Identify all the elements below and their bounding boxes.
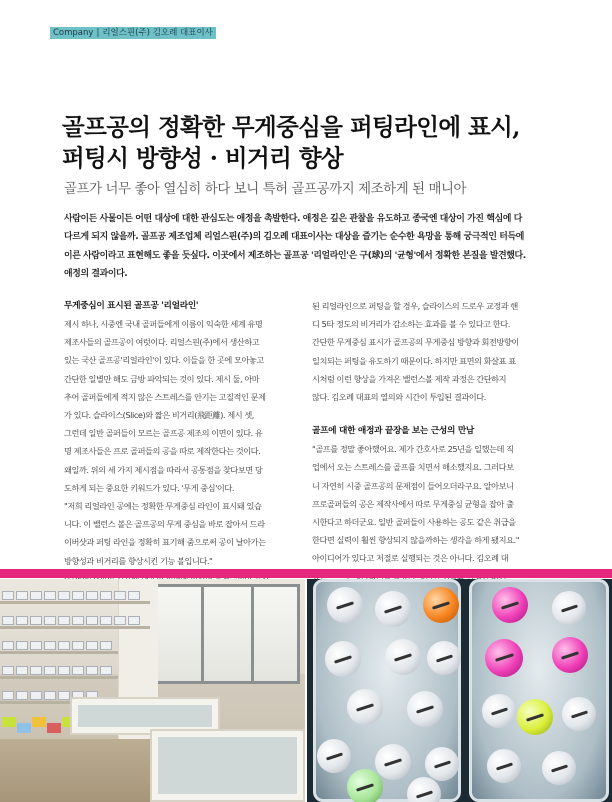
body-line: 방향성과 비거리를 향상시킨 기능 볼입니다." bbox=[64, 555, 213, 566]
section-separator: | bbox=[96, 28, 100, 38]
golf-ball bbox=[517, 699, 553, 735]
shelf bbox=[0, 676, 118, 679]
storage-box bbox=[2, 616, 14, 625]
storage-box bbox=[2, 591, 14, 600]
factory-photo bbox=[0, 579, 305, 802]
lead-line: 다르게 되지 않을까. 골프공 제조업체 리얼스핀(주)의 김오례 대표이사는 대상을 즐기는 순수한 욕망을 통해 궁극적인 터득에 bbox=[64, 232, 524, 243]
lead-paragraph bbox=[64, 210, 561, 284]
storage-box bbox=[72, 666, 84, 675]
body-line: 된 리얼라인으로 퍼팅을 할 경우, 슬라이스의 드로우 교정과 핸 bbox=[312, 301, 518, 311]
lead-line: 애정의 결과이다. bbox=[64, 269, 128, 280]
water-tank bbox=[150, 729, 305, 802]
body-line: "골프를 정말 좋아했어요. 제가 간호사로 25년을 일했는데 직 bbox=[312, 444, 514, 455]
storage-box bbox=[2, 691, 14, 700]
storage-box bbox=[44, 666, 56, 675]
body-line: 니다. 이 밸런스 볼은 골프공의 무게 중심을 바로 잡아서 드라 bbox=[64, 519, 265, 530]
body-line: 시한다고 하더군요. 일반 골퍼들이 사용하는 공도 같은 취급을 bbox=[312, 517, 516, 528]
left-column-heading: 무게중심이 표시된 골프공 '리얼라인' bbox=[64, 301, 199, 311]
body-line: 한다면 실력이 훨씬 향상되지 않을까하는 생각을 하게 됐지요." bbox=[312, 535, 520, 546]
body-line: 제시 하나, 시중엔 국내 골퍼들에게 이름이 익숙한 세계 유명 bbox=[64, 319, 263, 329]
body-line: 않다. 김오례 대표의 열의와 시간이 투입된 결과이다. bbox=[312, 392, 486, 403]
storage-box bbox=[100, 591, 112, 600]
storage-box bbox=[72, 641, 84, 650]
storage-box bbox=[44, 616, 56, 625]
headline-line-2: 퍼팅시 방향성 · 비거리 향상 bbox=[62, 144, 344, 172]
right-column bbox=[312, 297, 560, 586]
body-line: 있는 국산 골프공'리얼라인'이 있다. 이들을 한 곳에 모아놓고 bbox=[64, 355, 264, 366]
storage-box bbox=[128, 591, 140, 600]
golf-ball bbox=[542, 751, 576, 785]
body-line: 간단한 일별만 해도 금방 파악되는 것이 있다. 제시 둘, 아마 bbox=[64, 373, 260, 384]
storage-box bbox=[58, 616, 70, 625]
section-label: Company bbox=[53, 28, 94, 38]
shelf bbox=[0, 651, 118, 654]
window bbox=[150, 584, 300, 684]
body-line: 가 있다. 슬라이스(Slice)와 짧은 비거리(飛距離). 제시 셋, bbox=[64, 410, 254, 421]
golf-ball bbox=[492, 587, 528, 623]
golf-ball bbox=[425, 747, 459, 781]
golf-ball bbox=[407, 691, 443, 727]
section-tag bbox=[50, 27, 216, 39]
golf-ball bbox=[327, 587, 363, 623]
shelf bbox=[0, 601, 150, 604]
storage-box bbox=[100, 616, 112, 625]
storage-box bbox=[16, 666, 28, 675]
plastic-bin bbox=[2, 717, 16, 727]
storage-box bbox=[16, 616, 28, 625]
golf-ball bbox=[427, 641, 461, 675]
body-line: 그런데 일반 골퍼들이 모르는 골프공 제조의 이면이 있다. 유 bbox=[64, 428, 263, 439]
storage-box bbox=[86, 591, 98, 600]
storage-box bbox=[72, 591, 84, 600]
body-line: 일치되는 퍼팅을 유도하기 때문이다. 하지만 표면의 화살표 표 bbox=[312, 355, 516, 366]
storage-box bbox=[30, 666, 42, 675]
golf-ball bbox=[423, 587, 459, 623]
headline-line-1: 골프공의 정확한 무게중심을 퍼팅라인에 표시, bbox=[62, 113, 520, 141]
golf-ball bbox=[375, 591, 411, 627]
storage-box bbox=[44, 641, 56, 650]
subheadline: 골프가 너무 좋아 열심히 하다 보니 특허 골프공까지 제조하게 된 매니아 bbox=[64, 182, 467, 197]
floating-balls-photo bbox=[307, 579, 612, 802]
right-column-body-a bbox=[312, 297, 560, 406]
section-subject: 리얼스핀(주) 김오례 대표이사 bbox=[102, 28, 213, 38]
storage-box bbox=[86, 641, 98, 650]
body-line: 니 자연히 시중 골프공의 문제점이 들어오더라구요. 알아보니 bbox=[312, 480, 514, 491]
golf-ball bbox=[482, 694, 516, 728]
golf-ball bbox=[347, 689, 383, 725]
body-line: 추어 골퍼들에게 적지 않은 스트레스를 안기는 고질적인 문제 bbox=[64, 391, 266, 402]
storage-box bbox=[58, 666, 70, 675]
storage-box bbox=[72, 616, 84, 625]
right-column-body-b bbox=[312, 440, 560, 586]
storage-box bbox=[30, 591, 42, 600]
body-line: "저희 리얼라인 공에는 정확한 무게중심 라인이 표시돼 있습 bbox=[64, 501, 262, 512]
storage-box bbox=[128, 616, 140, 625]
body-line: 디 5타 정도의 비거리가 감소하는 효과를 볼 수 있다고 한다. bbox=[312, 319, 510, 330]
body-line: 아이디어가 있다고 저절로 실행되는 것은 아니다. 김오례 대 bbox=[312, 553, 509, 564]
headline bbox=[62, 112, 582, 174]
body-line: 명 제조사들은 프로 골퍼들의 공을 따로 제작한다는 것이다. bbox=[64, 446, 261, 457]
storage-box bbox=[16, 691, 28, 700]
storage-box bbox=[16, 591, 28, 600]
golf-ball bbox=[487, 749, 521, 783]
body-line: 이버샷과 퍼팅 라인을 정확히 표기해 줌으로써 공이 날아가는 bbox=[64, 537, 266, 548]
storage-box bbox=[30, 616, 42, 625]
storage-box bbox=[58, 641, 70, 650]
storage-box bbox=[58, 691, 70, 700]
plastic-bin bbox=[32, 717, 46, 727]
golf-ball bbox=[347, 769, 383, 802]
right-column-heading: 골프에 대한 애정과 끝장을 보는 근성의 만남 bbox=[312, 426, 475, 437]
body-line: 도하게 되는 중요한 키워드가 있다. '무게 중심'이다. bbox=[64, 482, 235, 493]
golf-ball bbox=[552, 637, 588, 673]
lead-line: 이른 사람이라고 표현해도 좋을 듯싶다. 이곳에서 제조하는 골프공 '리얼라인'은 구(球)의 '균형'에서 정확한 본질을 발견했다. bbox=[64, 250, 526, 261]
storage-box bbox=[114, 616, 126, 625]
storage-box bbox=[100, 666, 112, 675]
storage-box bbox=[16, 641, 28, 650]
plastic-bin bbox=[17, 723, 31, 733]
storage-box bbox=[100, 641, 112, 650]
storage-box bbox=[44, 591, 56, 600]
golf-ball bbox=[485, 639, 523, 677]
golf-ball bbox=[317, 739, 351, 773]
storage-box bbox=[30, 691, 42, 700]
golf-ball bbox=[325, 641, 361, 677]
golf-ball bbox=[552, 591, 586, 625]
body-line: 프로골퍼들의 공은 제작사에서 따로 무게중심 균형을 잡아 출 bbox=[312, 498, 514, 509]
storage-box bbox=[58, 591, 70, 600]
golf-ball bbox=[385, 639, 421, 675]
body-line: 왜일까. 위의 세 가지 제시점을 따라서 공통점을 찾다보면 당 bbox=[64, 464, 263, 475]
storage-box bbox=[2, 641, 14, 650]
left-column bbox=[64, 297, 306, 588]
left-column-body bbox=[64, 315, 306, 588]
storage-box bbox=[44, 691, 56, 700]
storage-box bbox=[114, 591, 126, 600]
storage-box bbox=[86, 666, 98, 675]
storage-box bbox=[86, 616, 98, 625]
accent-divider bbox=[0, 569, 612, 578]
body-line: 간단한 무게중심 표시가 골프공의 무게중심 방향과 회전방향이 bbox=[312, 337, 519, 348]
body-line: 제조사들의 골프공이 여럿이다. 리얼스핀(주)에서 생산하고 bbox=[64, 337, 260, 348]
shelf bbox=[0, 626, 150, 629]
lead-line: 사람이든 사물이든 어떤 대상에 대한 관심도는 애정을 촉발한다. 애정은 깊은 관찰을 유도하고 종국엔 대상이 가진 핵심에 다 bbox=[64, 214, 523, 224]
plastic-bin bbox=[47, 723, 61, 733]
body-line: 시처럼 이런 향상을 가져온 밸런스볼 제작 과정은 간단하지 bbox=[312, 373, 507, 384]
storage-box bbox=[2, 666, 14, 675]
storage-box bbox=[30, 641, 42, 650]
golf-ball bbox=[375, 744, 411, 780]
body-line: 업에서 오는 스트레스를 골프를 치면서 해소했지요. 그러다보 bbox=[312, 462, 514, 473]
golf-ball bbox=[562, 697, 596, 731]
